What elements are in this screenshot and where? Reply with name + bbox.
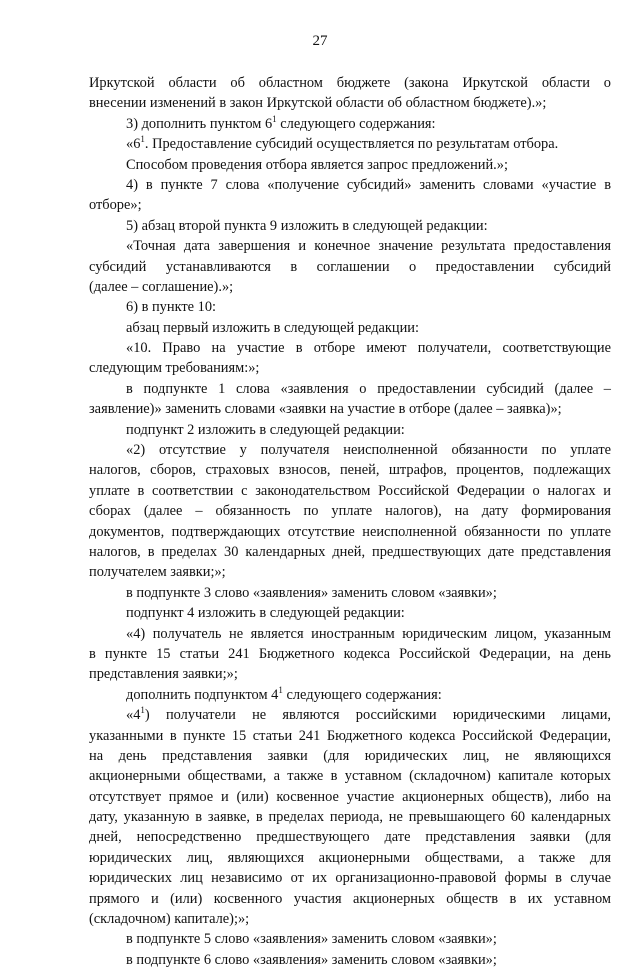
text-line: прямого и (или) косвенного участия акционерных обществ в их уставном [89, 890, 611, 907]
text-line: 4) в пункте 7 слова «получение субсидий» заменить словами «участие в [126, 176, 611, 193]
text-line: юридических лиц, являющихся акционерными обществами, а также для [89, 849, 611, 866]
text-line: 3) дополнить пунктом $6^1$ следующего содержания: [126, 113, 436, 132]
text-line: 6) в пункте 10: [126, 299, 217, 316]
text-line: Способом проведения отбора является запрос предложений.»; [126, 156, 508, 173]
text-line: «2) отсутствие у получателя неисполненной обязанности по уплате [126, 442, 611, 459]
text-line: в подпункте 5 слово «заявления» заменить словом «заявки»; [126, 931, 497, 948]
text-line: налогов, в пределах 30 календарных дней, предшествующих дате представления [89, 543, 611, 560]
text-line: в подпункте 6 слово «заявления» заменить словом «заявки»; [126, 951, 497, 968]
text-line: сборах (далее – обязанность по уплате налогов), на дату формирования [89, 503, 611, 520]
text-line: получателем заявки;»; [89, 564, 226, 581]
text-line: представления заявки;»; [89, 666, 238, 683]
text-line: абзац первый изложить в следующей редакции: [126, 319, 420, 336]
text-line: следующим требованиям:»; [89, 360, 260, 377]
text-line: дату, указанную в заявке, в пределах периода, не превышающего 60 календарных [89, 809, 611, 826]
text-line: подпункт 2 изложить в следующей редакции: [126, 421, 405, 438]
text-line: «10. Право на участие в отборе имеют получатели, соответствующие [126, 340, 611, 357]
text-line: в пункте 15 статьи 241 Бюджетного кодекса Российской Федерации, на день [89, 645, 611, 662]
text-line: «Точная дата завершения и конечное значение результата предоставления [126, 238, 611, 255]
text-line: налогов, сборов, страховых взносов, пеней, штрафов, процентов, подлежащих [89, 462, 611, 479]
text-line: на день представления заявки (для юридических лиц, не являющихся [89, 747, 611, 764]
text-line: в подпункте 1 слова «заявления о предоставлении субсидий (далее – [126, 380, 611, 397]
text-line: субсидий устанавливаются в соглашении о предоставлении субсидий [89, 258, 611, 275]
text-line: отсутствует прямое и (или) косвенное участие акционерных обществ), либо на [89, 788, 611, 805]
text-line: уплате в соответствии с законодательством Российской Федерации о налогах и [89, 482, 611, 499]
text-line: Иркутской области об областном бюджете (закона Иркутской области о [89, 75, 611, 91]
text-line: заявление)» заменить словами «заявки на участие в отборе (далее – заявка)»; [89, 401, 562, 418]
text-line: «$6^1$. Предоставление субсидий осуществляется по результатам отбора. [126, 134, 559, 153]
page-number: 27 [312, 33, 328, 49]
text-line: указанными в пункте 15 статьи 241 Бюджетного кодекса Российской Федерации, [89, 727, 611, 744]
text-line: документов, подтверждающих отсутствие неисполненной обязанности по уплате [89, 523, 611, 540]
text-line: «4) получатель не является иностранным юридическим лицом, указанным [126, 625, 611, 642]
text-line: дополнить подпунктом $4^1$ следующего содержания: [126, 684, 442, 703]
text-line: дней, непосредственно предшествующего дате представления заявки (для [89, 829, 611, 846]
text-line: (далее – соглашение).»; [89, 278, 234, 295]
text-line: подпункт 4 изложить в следующей редакции: [126, 605, 405, 622]
text-line: в подпункте 3 слово «заявления» заменить словом «заявки»; [126, 584, 497, 601]
text-line: 5) абзац второй пункта 9 изложить в следующей редакции: [126, 217, 488, 234]
text-line: внесении изменений в закон Иркутской области об областном бюджете).»; [89, 95, 547, 112]
text-line: акционерными обществами, а также в уставном (складочном) капитале которых [89, 768, 611, 785]
text-line: отборе»; [89, 197, 142, 214]
text-line: (складочном) капитале);»; [89, 911, 250, 928]
document-body [89, 73, 611, 970]
text-line: юридических лиц независимо от их организационно-правовой формы в случае [89, 870, 611, 887]
text-line: «$4^1$) получатели не являются российскими юридическими лицами, [126, 705, 611, 724]
